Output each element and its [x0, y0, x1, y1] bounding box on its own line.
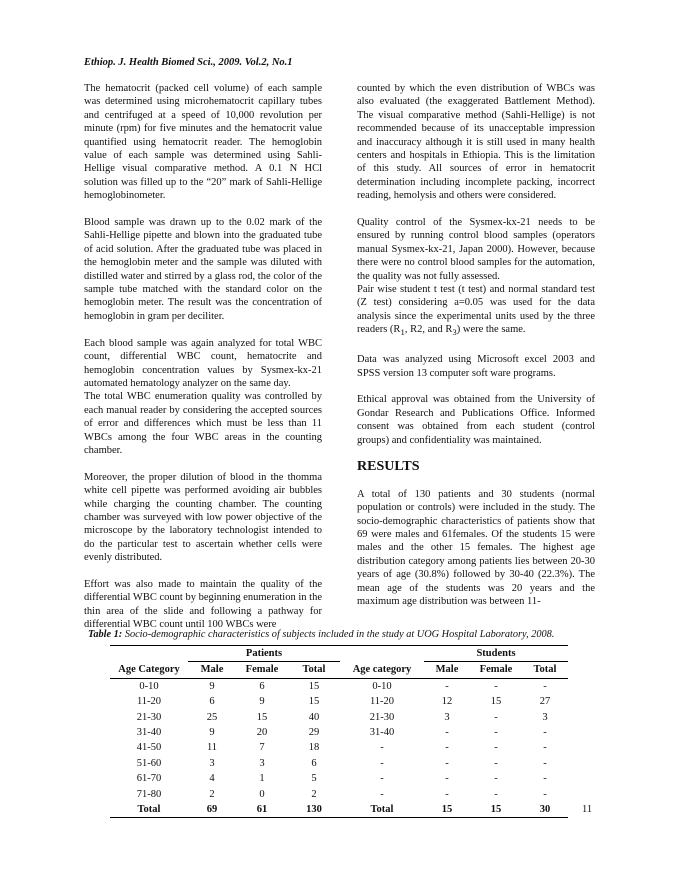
paragraph: Pair wise student t test (t test) and normal standard test (Z test) considering a=0.05 was used for the data analysis since the experimental units used by the three readers ($R_1$, R2, and $R_3$) were the same. [357, 284, 595, 338]
table-cell: 18 [308, 742, 320, 754]
table-cell: 9 [209, 727, 215, 739]
table-cell: - [445, 742, 449, 754]
table-cell: - [445, 788, 449, 800]
table-cell: 1 [259, 773, 265, 785]
table-cell: - [380, 788, 384, 800]
table-cell: 3 [542, 711, 548, 723]
table-cell: 0 [259, 788, 265, 800]
table-cell: 40 [308, 711, 320, 723]
table-cell: - [543, 742, 547, 754]
table-cell: 20 [256, 727, 268, 739]
table-cell: - [494, 788, 498, 800]
table-cell: 30 [522, 802, 568, 818]
table-cell: 15 [424, 802, 470, 818]
table-cell: - [494, 742, 498, 754]
table-cell: 4 [209, 773, 215, 785]
paragraph: Quality control of the Sysmex-kx-21 needs to be ensured by running control blood samples (operators manual Sysmex-kx-21, Japan 2000). However, because there were no control blood samples for the automation, the quality was not fully assessed. [357, 217, 595, 282]
table-cell: 2 [311, 788, 317, 800]
table-cell: 12 [441, 696, 453, 708]
table-cell: - [494, 773, 498, 785]
column-header: Female [236, 662, 288, 678]
table-cell: 41-50 [136, 742, 162, 754]
table-cell: 61 [236, 802, 288, 818]
table-cell: - [445, 727, 449, 739]
table-cell: - [445, 757, 449, 769]
table-row [110, 694, 568, 709]
table-cell: 9 [259, 696, 265, 708]
paragraph: Each blood sample was again analyzed for total WBC count, differential WBC count, hematocrite and hemoglobin concentration values by Sysmex-kx-21 automated hematology analyzer on the same day. [84, 337, 322, 389]
table-cell: - [380, 742, 384, 754]
table-row [110, 678, 568, 694]
table-cell: Total [110, 802, 188, 818]
table-row [110, 771, 568, 786]
table-cell: - [543, 773, 547, 785]
left-column [84, 82, 322, 645]
paragraph: counted by which the even distribution of WBCs was also evaluated (the exaggerated Battlement Method). The visual comparative method (Sahli-Hellige) is not recommended because of its unacceptable impression and inaccuracy although it is still used in many health centers and hospitals in Ethiopia. This is the limitation of this study. All sources of error in hematocrit determination including incomplete packing, incorrect reading, hemolysis and others were considered. [357, 83, 595, 202]
table-cell: 69 [188, 802, 236, 818]
journal-header: Ethiop. J. Health Biomed Sci., 2009. Vol.2, No.1 [84, 57, 293, 68]
results-heading: RESULTS [357, 459, 420, 475]
table-cell: - [543, 788, 547, 800]
table-cell: 71-80 [136, 788, 162, 800]
table-cell: - [543, 757, 547, 769]
table-cell: 6 [209, 696, 215, 708]
table-cell: 15 [308, 680, 320, 692]
table-cell: 0-10 [139, 680, 159, 692]
paragraph: Ethical approval was obtained from the University of Gondar Research and Publications Office. Informed consent was obtained from each student (control groups) and confidentiality was maintained. [357, 394, 595, 446]
table-cell: 6 [311, 757, 317, 769]
table-cell: 130 [288, 802, 340, 818]
table-cell: 11-20 [136, 696, 162, 708]
column-header-row [110, 662, 568, 678]
paragraph: Data was analyzed using Microsoft excel 2003 and SPSS version 13 computer soft ware programs. [357, 354, 595, 379]
table-cell: 11 [206, 742, 218, 754]
table-cell: - [494, 727, 498, 739]
table-cell: 7 [259, 742, 265, 754]
paragraph: The total WBC enumeration quality was controlled by each manual reader by considering the accepted sources of error and differences which must be less than 11 WBCs among the four WBC areas in the counting chamber. [84, 391, 322, 456]
table-cell: - [380, 757, 384, 769]
paragraph: Moreover, the proper dilution of blood in the thomma white cell pipette was performed avoiding air bubbles while charging the counting chamber. The counting chamber was surveyed with low power objective of the microscope by the laboratory technologist intended to do the particular test to ascertain whether cells were evenly distributed. [84, 471, 322, 564]
table-cell: 2 [209, 788, 215, 800]
table-cell: - [494, 680, 498, 692]
table-cell: 9 [209, 680, 215, 692]
table-cell: 29 [308, 727, 320, 739]
table-cell: - [543, 727, 547, 739]
table-cell: 5 [311, 773, 317, 785]
table-caption: Table 1: Socio-demographic characteristics of subjects included in the study at UOG Hospital Laboratory, 2008. [88, 629, 555, 640]
table-cell: 3 [259, 757, 265, 769]
table-cell: - [445, 680, 449, 692]
table-cell: 3 [209, 757, 215, 769]
table-cell: 15 [256, 711, 268, 723]
paragraph: Blood sample was drawn up to the 0.02 mark of the Sahli-Hellige pipette and blown into the graduated tube of acid solution. After the graduated tube was placed in the hemoglobin meter and the sample was diluted with distilled water and stirred by a glass rod, the color of the sample tube matched with the standard color on the hemoglobin meter. The result was the concentration of hemoglobin in gram per deciliter. [84, 217, 322, 322]
column-header: Male [424, 662, 470, 678]
column-header: Age category [340, 662, 424, 678]
column-header: Total [522, 662, 568, 678]
table-row [110, 725, 568, 740]
table-row [110, 787, 568, 802]
page-number: 11 [582, 804, 593, 815]
paragraph: A total of 130 patients and 30 students (normal population or controls) were included in the study. The socio-demographic characteristics of patients show that 69 were males and 61females. Of the students 15 were males and the other 15 females. The highest age distribution category among patients lies between 20-30 years of age (30.8%) followed by 30-40 (22.3%). The mean age of the students was 20 years and the maximum age distribution was between 11- [357, 488, 595, 608]
table-cell: - [494, 757, 498, 769]
table-cell: 15 [490, 696, 502, 708]
right-column [357, 82, 595, 622]
demographics-table [110, 645, 568, 818]
table-cell: 15 [308, 696, 320, 708]
table-row [110, 740, 568, 755]
table-cell: - [543, 680, 547, 692]
table-cell: 15 [470, 802, 522, 818]
table-cell: 31-40 [136, 727, 162, 739]
column-header: Total [288, 662, 340, 678]
table-cell: 6 [259, 680, 265, 692]
table-cell: 51-60 [136, 757, 162, 769]
table-cell: - [380, 773, 384, 785]
table-cell: 21-30 [369, 711, 395, 723]
table-cell: 0-10 [372, 680, 392, 692]
group-header-students: Students [424, 646, 568, 662]
table-cell: Total [340, 802, 424, 818]
table-row [110, 756, 568, 771]
paragraph: The hematocrit (packed cell volume) of each sample was determined using microhematocrit capillary tubes and centrifuged at a speed of 10,000 revolution per minute (rpm) for five minutes and the hematocrit value quantified using hematocrit reader. The hemoglobin value of each sample was determined using Sahli-Hellige visual comparative method. A 0.1 N HCl solution was filled up to the “20” mark of Sahli-Hellige hemoglobinometer. [84, 83, 322, 202]
table-cell: 11-20 [369, 696, 395, 708]
column-header: Male [188, 662, 236, 678]
group-header-patients: Patients [188, 646, 340, 662]
table-cell: 25 [206, 711, 218, 723]
column-header: Age Category [110, 662, 188, 678]
table-cell: - [494, 711, 498, 723]
table-cell: 27 [539, 696, 551, 708]
table-cell: - [445, 773, 449, 785]
table-cell: 3 [444, 711, 450, 723]
paragraph: Effort was also made to maintain the quality of the differential WBC count by beginning enumeration in the thin area of the slide and following a pathway for differential WBC count until 100 WBCs were [84, 578, 322, 631]
column-header: Female [470, 662, 522, 678]
total-row [110, 802, 568, 818]
table-row [110, 710, 568, 725]
table-cell: 61-70 [136, 773, 162, 785]
table-cell: 31-40 [369, 727, 395, 739]
table-cell: 21-30 [136, 711, 162, 723]
